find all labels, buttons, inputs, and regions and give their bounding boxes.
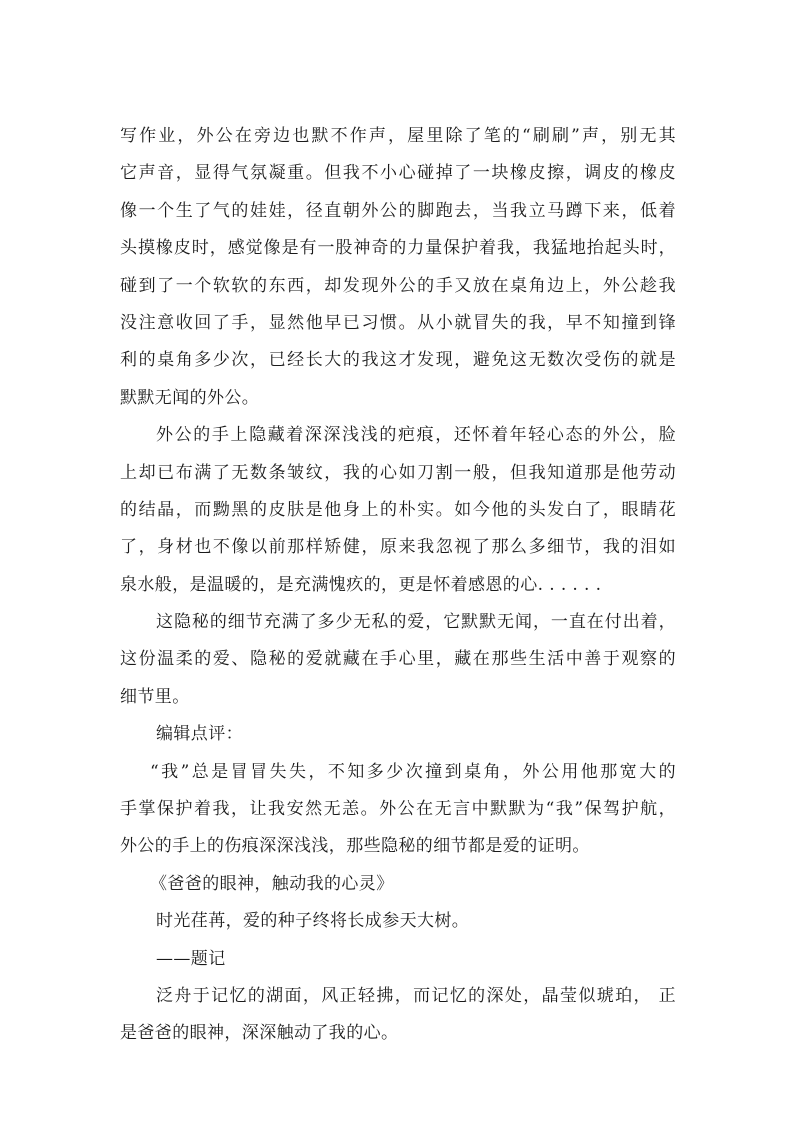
text-line: 这份温柔的爱、隐秘的爱就藏在手心里，藏在那些生活中善于观察的 xyxy=(120,649,676,670)
text-line: 利的桌角多少次，已经长大的我这才发现，避免这无数次受伤的就是 xyxy=(120,350,676,371)
document-body xyxy=(120,118,676,1053)
paragraph-start-line: 外公的手上隐藏着深深浅浅的疤痕，还怀着年轻心态的外公，脸 xyxy=(156,425,676,446)
text-line: 了，身材也不像以前那样矫健，原来我忽视了那么多细节，我的泪如 xyxy=(120,537,676,558)
paragraph-start-line: 泛舟于记忆的湖面，风正轻拂，而记忆的深处，晶莹似琥珀， 正 xyxy=(156,985,676,1006)
text-line: 外公的手上的伤痕深深浅浅，那些隐秘的细节都是爱的证明。 xyxy=(120,836,590,857)
epigraph-line: 时光荏苒，爱的种子终将长成参天大树。 xyxy=(156,911,470,932)
text-line: 是爸爸的眼神，深深触动了我的心。 xyxy=(120,1023,399,1044)
epigraph-attribution: ——题记 xyxy=(156,948,226,969)
text-line: 像一个生了气的娃娃，径直朝外公的脚跑去，当我立马蹲下来，低着 xyxy=(120,200,676,221)
editor-comment-heading: 编辑点评： xyxy=(156,724,243,745)
text-line: 它声音，显得气氛凝重。但我不小心碰掉了一块橡皮擦，调皮的橡皮 xyxy=(120,163,676,184)
text-line: 碰到了一个软软的东西，却发现外公的手又放在桌角边上，外公趁我 xyxy=(120,275,676,296)
paragraph-start-line: “我”总是冒冒失失，不知多少次撞到桌角，外公用他那宽大的 xyxy=(150,761,676,782)
essay-title: 《爸爸的眼神，触动我的心灵》 xyxy=(150,873,394,894)
text-line: 泉水般，是温暖的，是充满愧疚的，更是怀着感恩的心. . . . . . xyxy=(120,574,602,595)
text-line: 没注意收回了手，显然他早已习惯。从小就冒失的我，早不知撞到锋 xyxy=(120,312,676,333)
paragraph-start-line: 这隐秘的细节充满了多少无私的爱，它默默无闻，一直在付出着， xyxy=(156,612,676,633)
text-line: 上却已布满了无数条皱纹，我的心如刀割一般，但我知道那是他劳动 xyxy=(120,462,676,483)
text-line: 细节里。 xyxy=(120,686,190,707)
text-line: 写作业，外公在旁边也默不作声，屋里除了笔的“刷刷”声，别无其 xyxy=(120,126,676,146)
text-line: 头摸橡皮时，感觉像是有一股神奇的力量保护着我，我猛地抬起头时， xyxy=(120,238,676,259)
text-line: 手掌保护着我，让我安然无恙。外公在无言中默默为“我”保驾护航， xyxy=(120,799,676,820)
text-line: 默默无闻的外公。 xyxy=(120,387,260,408)
text-line: 的结晶，而黝黑的皮肤是他身上的朴实。如今他的头发白了，眼睛花 xyxy=(120,499,676,520)
